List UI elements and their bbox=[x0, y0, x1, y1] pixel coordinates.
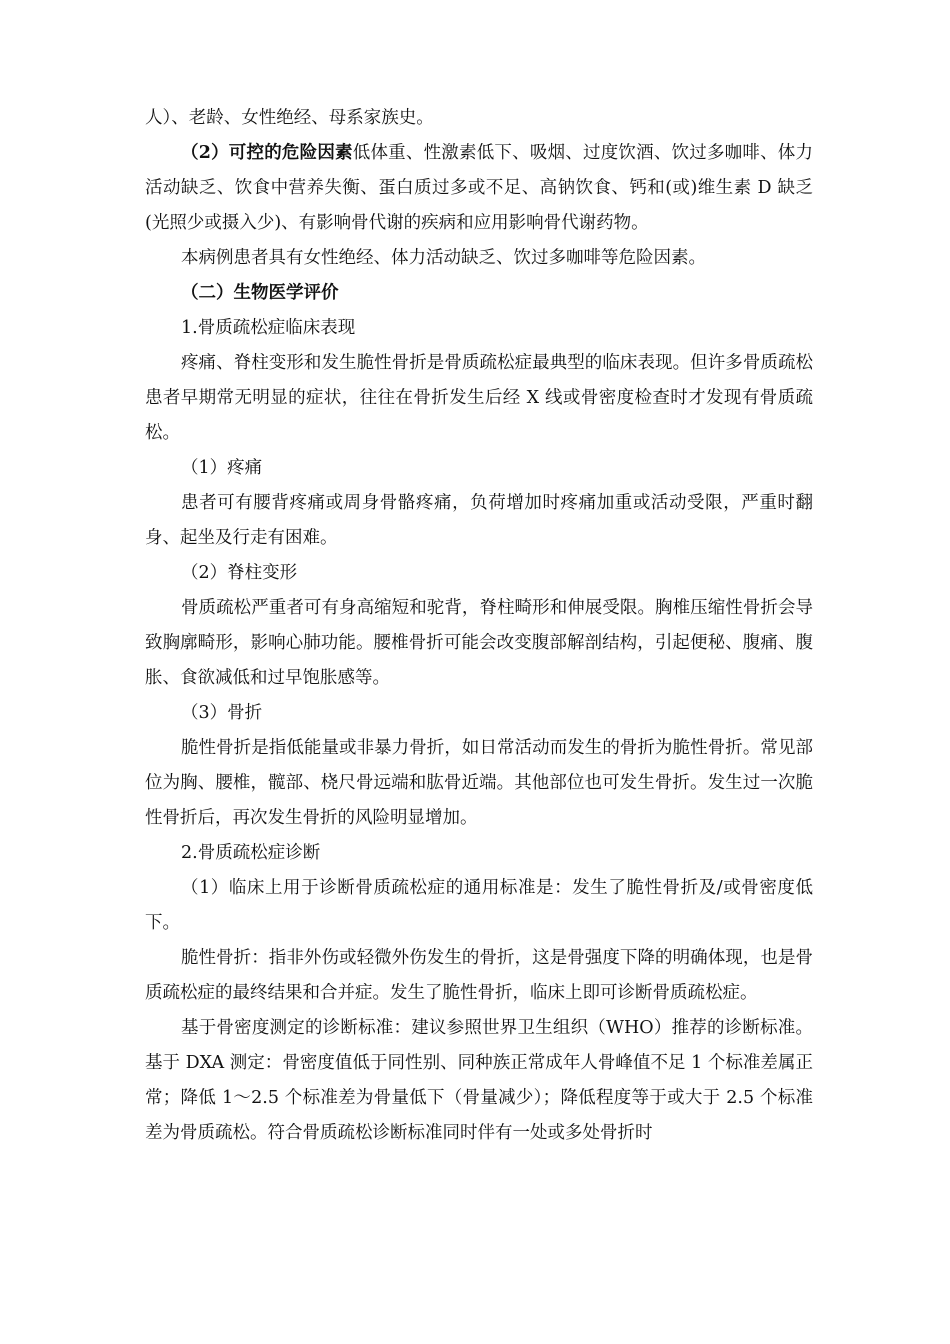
controllable-risk-text: 低体重、性激素低下、吸烟、过度饮酒、饮过多咖啡、体力活动缺乏、饮食中营养失衡、蛋白质过多或不足、高钠饮食、钙和(或)维生素 D 缺乏(光照少或摄入少)、有影响骨代谢的疾病和应用影响骨代谢药物。 bbox=[145, 143, 813, 233]
document-page bbox=[145, 101, 813, 1151]
subheading-diagnosis: 2.骨质疏松症诊断 bbox=[181, 843, 321, 863]
paragraph-controllable-risk-factors bbox=[145, 136, 813, 241]
paragraph-diagnosis-criteria: （1）临床上用于诊断骨质疏松症的通用标准是：发生了脆性骨折及/或骨密度低下。 bbox=[145, 878, 813, 933]
paragraph-clinical-overview: 疼痛、脊柱变形和发生脆性骨折是骨质疏松症最典型的临床表现。但许多骨质疏松患者早期常无明显的症状，往往在骨折发生后经 X 线或骨密度检查时才发现有骨质疏松。 bbox=[145, 353, 813, 443]
subheading-fracture: （3）骨折 bbox=[181, 703, 263, 723]
paragraph-fracture: 脆性骨折是指低能量或非暴力骨折，如日常活动而发生的骨折为脆性骨折。常见部位为胸、腰椎，髋部、桡尺骨远端和肱骨近端。其他部位也可发生骨折。发生过一次脆性骨折后，再次发生骨折的风险明显增加。 bbox=[145, 738, 813, 828]
paragraph-case-risk-summary: 本病例患者具有女性绝经、体力活动缺乏、饮过多咖啡等危险因素。 bbox=[181, 248, 706, 268]
paragraph-fragility-fracture: 脆性骨折：指非外伤或轻微外伤发生的骨折，这是骨强度下降的明确体现，也是骨质疏松症的最终结果和合并症。发生了脆性骨折，临床上即可诊断骨质疏松症。 bbox=[145, 948, 813, 1003]
controllable-risk-heading: （2）可控的危险因素 bbox=[181, 143, 353, 163]
paragraph-risk-factors-end: 人）、老龄、女性绝经、母系家族史。 bbox=[145, 108, 434, 128]
paragraph-spinal-deformity: 骨质疏松严重者可有身高缩短和驼背，脊柱畸形和伸展受限。胸椎压缩性骨折会导致胸廓畸形，影响心肺功能。腰椎骨折可能会改变腹部解剖结构，引起便秘、腹痛、腹胀、食欲减低和过早饱胀感等。 bbox=[145, 598, 813, 688]
section-heading-biomedical-evaluation: （二）生物医学评价 bbox=[181, 283, 339, 303]
subheading-spinal-deformity: （2）脊柱变形 bbox=[181, 563, 298, 583]
paragraph-bmd-criteria: 基于骨密度测定的诊断标准：建议参照世界卫生组织（WHO）推荐的诊断标准。基于 DXA 测定：骨密度值低于同性别、同种族正常成年人骨峰值不足 1 个标准差属正常；降低 1～2.5 个标准差为骨量低下（骨量减少）；降低程度等于或大于 2.5 个标准差为骨质疏松。符合骨质疏松诊断标准同时伴有一处或多处骨折时 bbox=[145, 1018, 813, 1143]
subheading-clinical-manifestations: 1.骨质疏松症临床表现 bbox=[181, 318, 356, 338]
paragraph-pain: 患者可有腰背疼痛或周身骨骼疼痛，负荷增加时疼痛加重或活动受限，严重时翻身、起坐及行走有困难。 bbox=[145, 493, 813, 548]
subheading-pain: （1）疼痛 bbox=[181, 458, 263, 478]
